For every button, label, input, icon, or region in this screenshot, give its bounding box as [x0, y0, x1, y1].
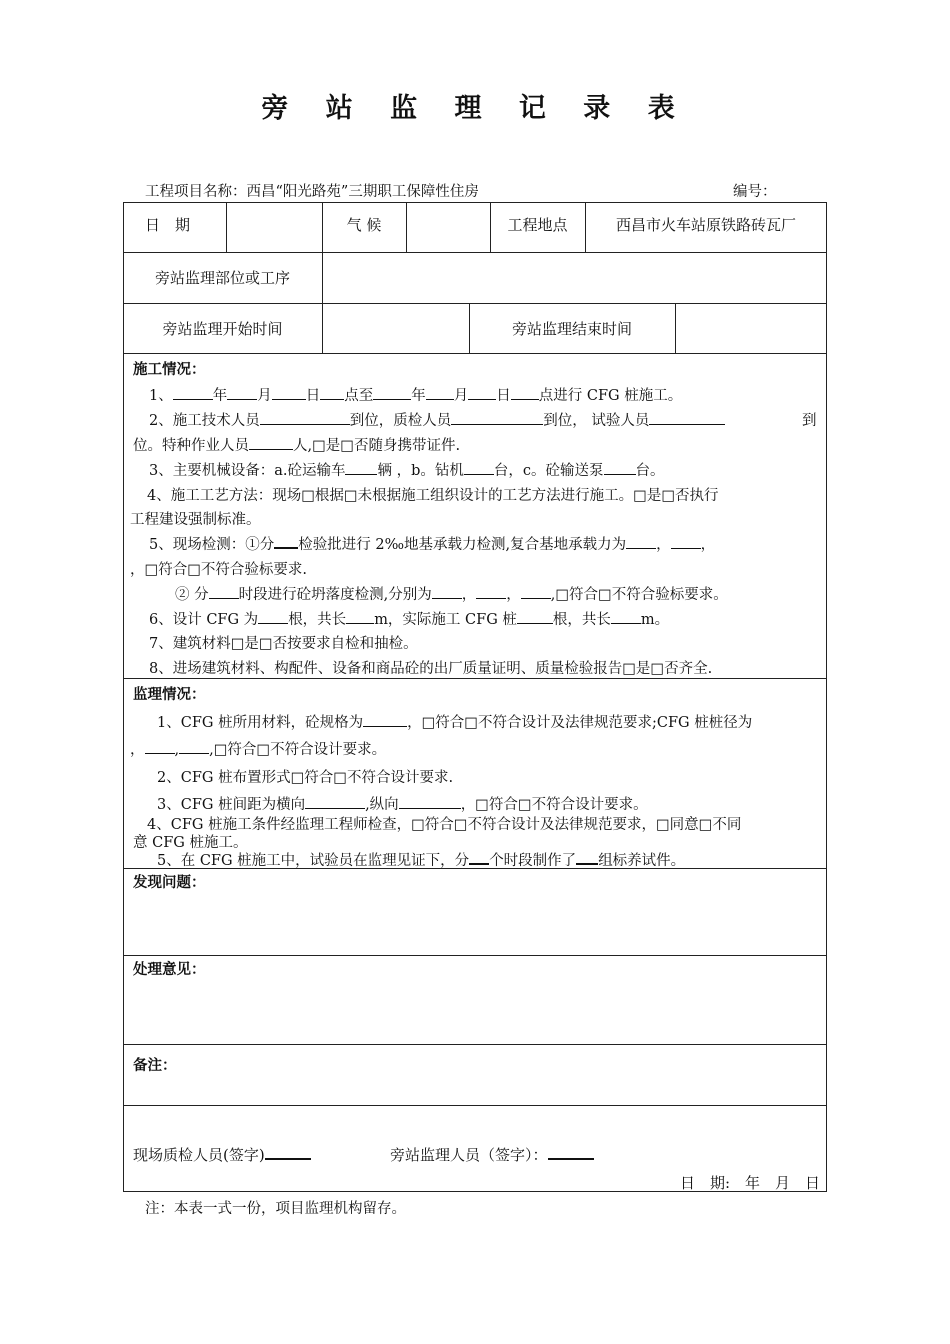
table-rule: [123, 955, 827, 956]
construction-line-5c: ② 分 时段进行砼坍落度检测,分别为 ， ， ,□符合□不符合验标要求。: [175, 583, 728, 604]
construction-line-7: 7、建筑材料□是□否按要求自检和抽检。: [149, 636, 418, 652]
table-rule: [123, 678, 827, 679]
construction-line-4b: 工程建设强制标准。: [130, 512, 261, 528]
supervision-title: 监理情况：: [133, 687, 206, 703]
opinion-title: 处理意见：: [133, 962, 206, 978]
supervision-line-1b: ， , ,□符合□不符合设计要求。: [130, 738, 386, 759]
signature-date: 日 期: 年 月 日: [680, 1174, 821, 1192]
weather-label: 气 候: [346, 215, 382, 234]
table-rule: [226, 202, 227, 252]
supervision-line-4b: 意 CFG 桩施工。: [133, 835, 248, 851]
construction-line-2a: 2、施工技术人员 到位，质检人员 到位， 试验人员: [149, 409, 725, 430]
construction-line-1: 1、 年 月 日 点至 年 月 日 点进行 CFG 桩施工。: [149, 384, 682, 405]
supervision-line-3: 3、CFG 桩间距为横向 ,纵向 ，□符合□不符合设计要求。: [157, 793, 648, 814]
construction-line-6: 6、设计 CFG 为 根，共长 m，实际施工 CFG 桩 根，共长 m。: [149, 608, 669, 629]
construction-line-5a: 5、现场检测：①分 检验批进行 2‰地基承载力检测,复合基地承载力为 ， ，: [149, 533, 715, 554]
supervision-line-1a: 1、CFG 桩所用材料，砼规格为 ，□符合□不符合设计及法律规范要求;CFG 桩桩径为: [157, 711, 752, 732]
remarks-title: 备注：: [133, 1058, 177, 1074]
construction-line-2a-end: 到: [802, 413, 817, 429]
table-rule: [406, 202, 407, 252]
end-time-label: 旁站监理结束时间: [511, 319, 632, 338]
construction-line-3: 3、主要机械设备：a.砼运输车 辆 ，b。钻机 台，c。砼输送泵 台。: [149, 459, 665, 480]
problems-title: 发现问题：: [133, 875, 206, 891]
supervisor-signature: 旁站监理人员（签字）：: [390, 1144, 594, 1165]
supervision-line-5: 5、在 CFG 桩施工中，试验员在监理见证下，分 个时段制作了 组标养试件。: [157, 849, 685, 870]
construction-line-5b: ，□符合□不符合验标要求.: [130, 562, 308, 578]
date-label: 日 期: [144, 215, 190, 234]
site-value: 西昌市火车站原铁路砖瓦厂: [615, 215, 796, 234]
construction-line-8: 8、进场建筑材料、构配件、设备和商品砼的出厂质量证明、质量检验报告□是□否齐全.: [149, 661, 713, 677]
start-time-label: 旁站监理开始时间: [162, 319, 283, 338]
site-label: 工程地点: [507, 215, 568, 234]
record-number-label: 编号：: [733, 184, 777, 200]
table-rule: [123, 1044, 827, 1045]
construction-line-2b: 位。特种作业人员 人,□是□否随身携带证件.: [133, 434, 460, 455]
supervision-part-label: 旁站监理部位或工序: [154, 269, 290, 287]
supervision-line-4a: 4、CFG 桩施工条件经监理工程师检查，□符合□不符合设计及法律规范要求，□同意□不同: [147, 817, 742, 833]
footnote: 注：本表一式一份，项目监理机构留存。: [145, 1201, 406, 1217]
qc-signature: 现场质检人员(签字): [133, 1144, 311, 1165]
construction-title: 施工情况：: [133, 362, 206, 378]
table-rule: [123, 1105, 827, 1106]
table-rule: [123, 353, 827, 354]
project-name: 工程项目名称：西昌“阳光路苑”三期职工保障性住房: [145, 184, 479, 200]
supervision-line-2: 2、CFG 桩布置形式□符合□不符合设计要求.: [157, 770, 454, 786]
page-title: 旁 站 监 理 记 录 表: [261, 93, 689, 124]
table-rule: [675, 303, 676, 353]
construction-line-4a: 4、施工工艺方法：现场□根据□未根据施工组织设计的工艺方法进行施工。□是□否执行: [147, 488, 719, 504]
